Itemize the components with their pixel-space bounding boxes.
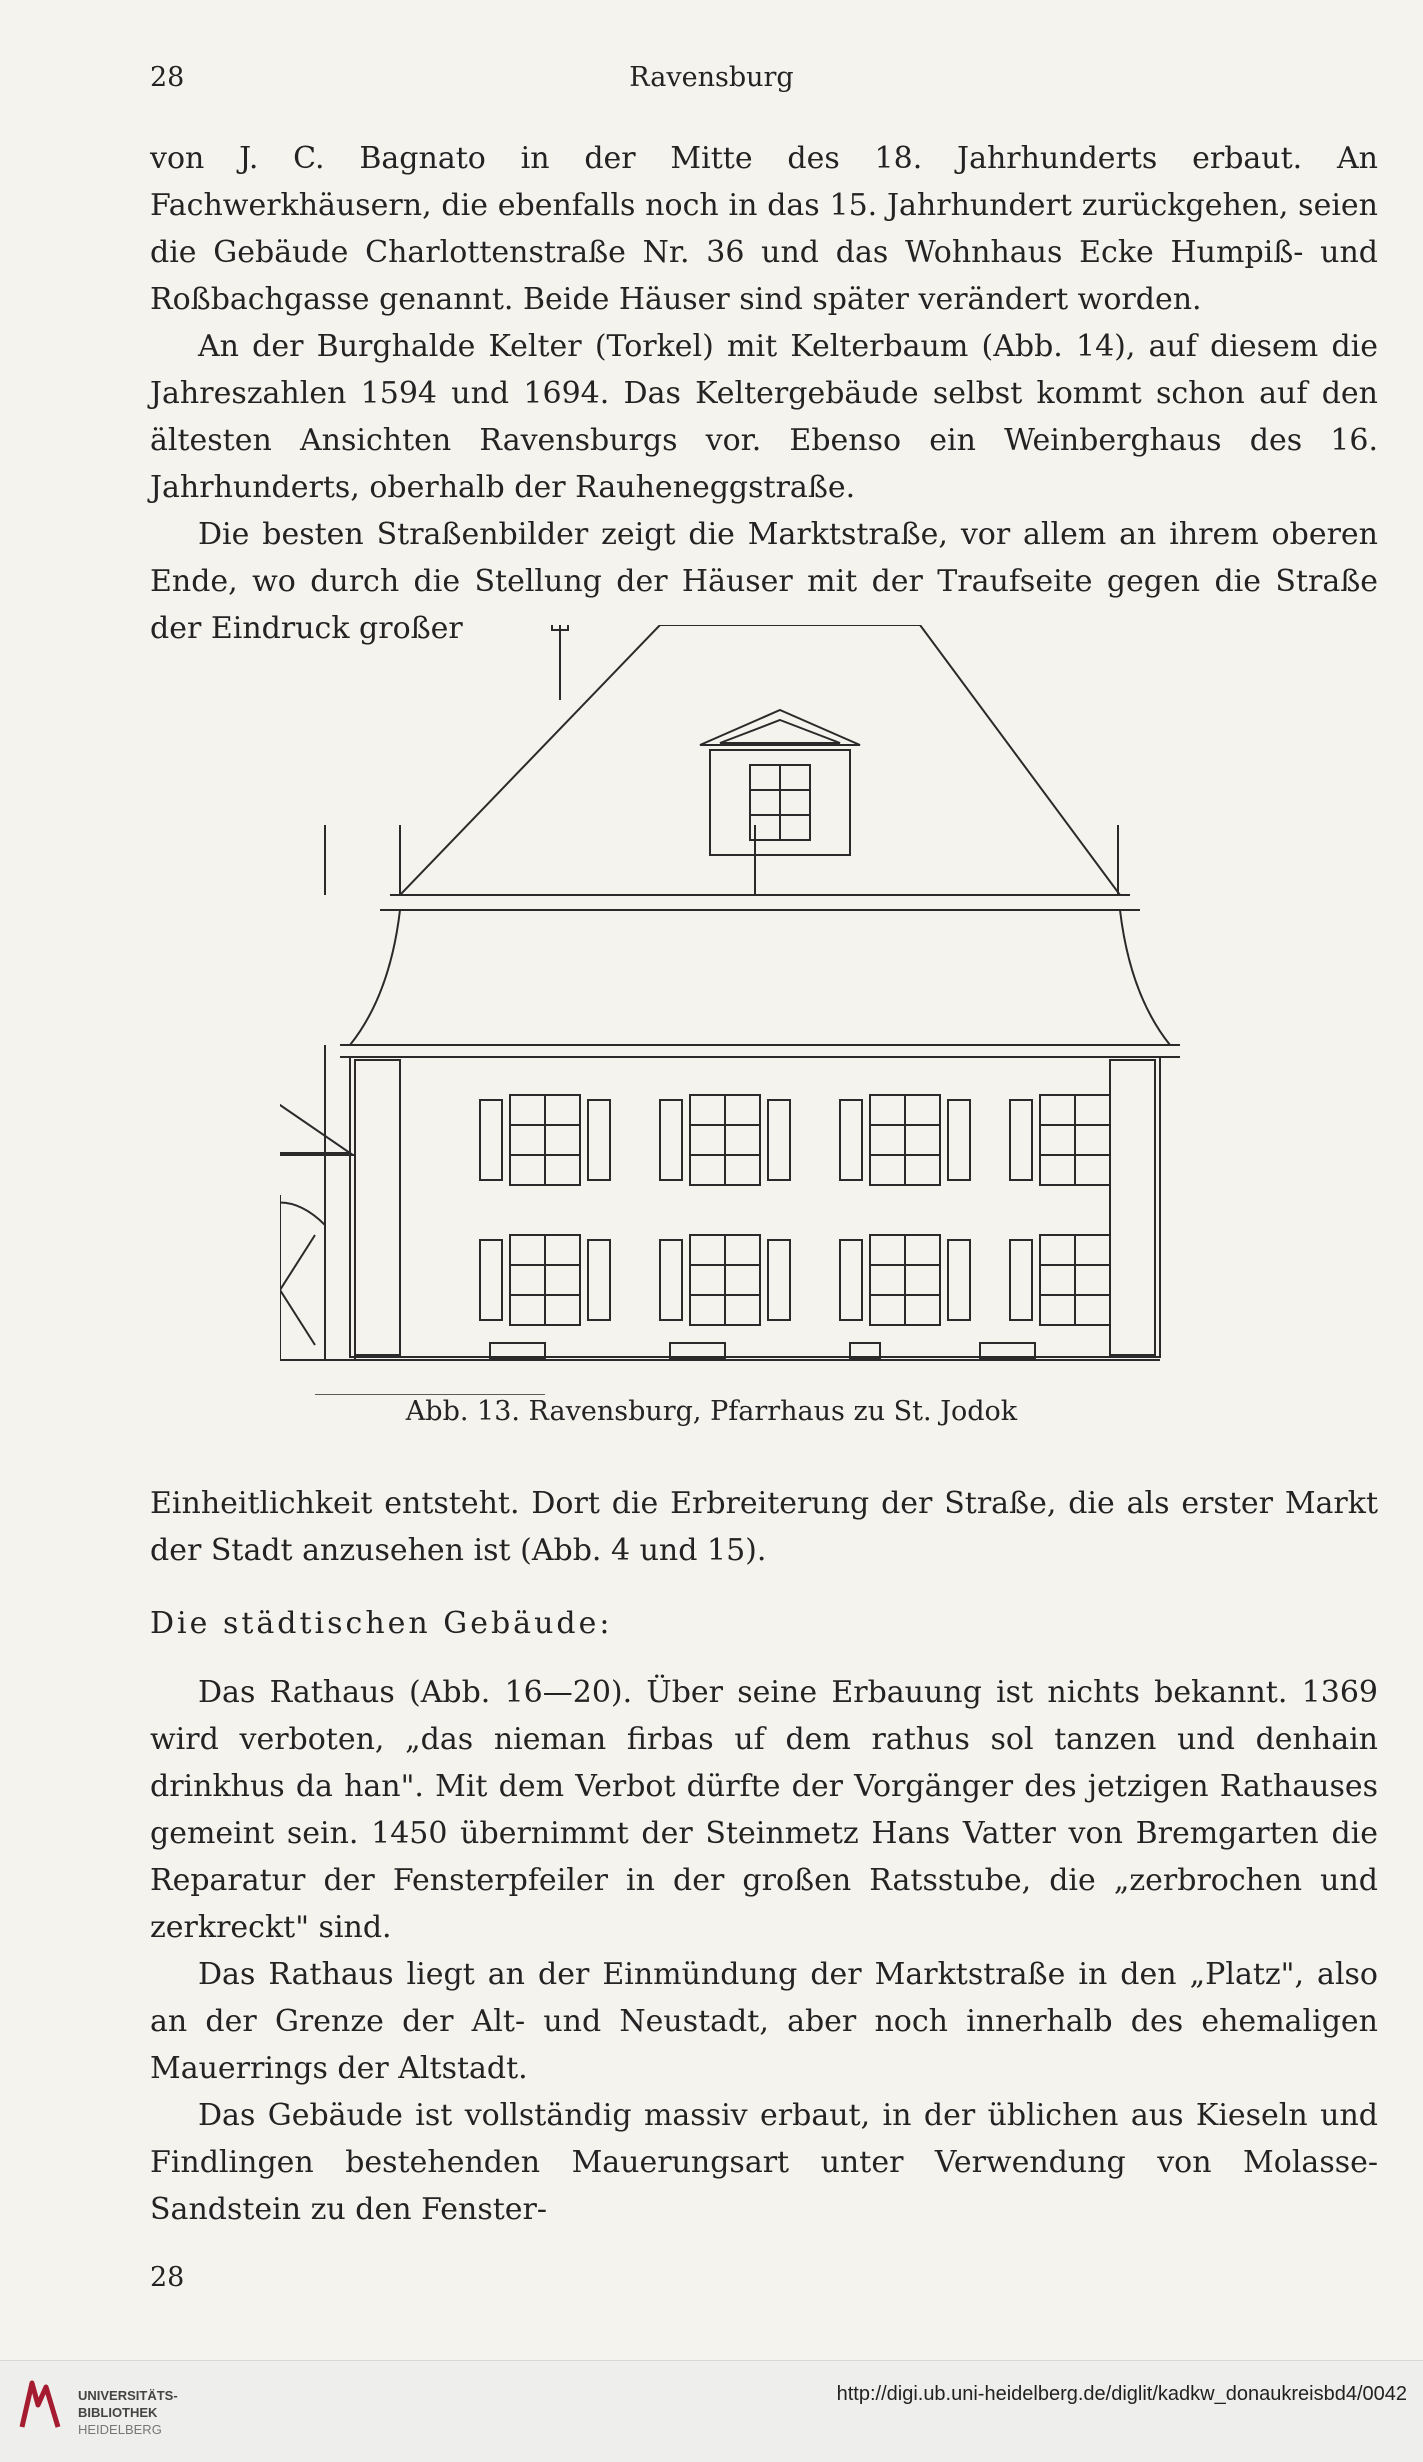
library-name-line: HEIDELBERG bbox=[78, 2422, 162, 2437]
header-page-number: 28 bbox=[150, 62, 185, 93]
library-name-line: BIBLIOTHEK bbox=[78, 2405, 158, 2420]
house-elevation-drawing bbox=[280, 625, 1200, 1395]
paragraph: Einheitlichkeit entsteht. Dort die Erbreiterung der Straße, die als erster Markt der Stadt anzusehen ist (Abb. 4 und 15). bbox=[150, 1486, 1378, 1568]
running-head bbox=[150, 62, 1273, 102]
library-logo bbox=[16, 2375, 336, 2455]
paragraph: Das Gebäude ist vollständig massiv erbaut, in der üblichen aus Kieseln und Findlingen bestehenden Mauerungsart unter Verwendung von Molasse-Sandstein zu den Fenster- bbox=[150, 2098, 1378, 2227]
library-footer-bar bbox=[0, 2360, 1423, 2462]
paragraph: An der Burghalde Kelter (Torkel) mit Kelterbaum (Abb. 14), auf diesem die Jahreszahlen 1594 und 1694. Das Keltergebäude selbst kommt schon auf den ältesten Ansichten Ravensburgs vor. Ebenso ein Weinberghaus des 16. Jahrhunderts, oberhalb der Rauheneggstraße. bbox=[150, 329, 1378, 505]
library-name bbox=[78, 2387, 178, 2438]
body-text-top bbox=[150, 135, 1378, 652]
paragraph: Das Rathaus liegt an der Einmündung der Marktstraße in den „Platz", also an der Grenze der Alt- und Neustadt, aber noch innerhalb des ehemaligen Mauerrings der Altstadt. bbox=[150, 1957, 1378, 2086]
body-text-bottom bbox=[150, 1480, 1378, 2233]
figure-caption: Abb. 13. Ravensburg, Pfarrhaus zu St. Jodok bbox=[405, 1396, 1018, 1427]
paragraph: Das Rathaus (Abb. 16—20). Über seine Erbauung ist nichts bekannt. 1369 wird verboten, „das nieman firbas uf dem rathus sol tanzen und denhain drinkhus da han". Mit dem Verbot dürfte der Vorgänger des jetzigen Rathauses gemeint sein. 1450 übernimmt der Steinmetz Hans Vatter von Bremgarten die Reparatur der Fensterpfeiler in der großen Ratsstube, die „zerbrochen und zerkreckt" sind. bbox=[150, 1675, 1378, 1945]
permalink-url[interactable]: http://digi.ub.uni-heidelberg.de/diglit/kadkw_donaukreisbd4/0042 bbox=[836, 2383, 1407, 2405]
library-seal-icon bbox=[16, 2375, 64, 2435]
section-heading: Die städtischen Gebäude: bbox=[150, 1606, 613, 1641]
footer-page-number: 28 bbox=[150, 2262, 185, 2293]
paragraph: von J. C. Bagnato in der Mitte des 18. Jahrhunderts erbaut. An Fachwerkhäusern, die ebenfalls noch in das 15. Jahrhundert zurückgehen, seien die Gebäude Charlottenstraße Nr. 36 und das Wohnhaus Ecke Humpiß- und Roßbachgasse genannt. Beide Häuser sind später verändert worden. bbox=[150, 141, 1378, 317]
library-name-line: UNIVERSITÄTS- bbox=[78, 2388, 178, 2403]
paragraph: Die besten Straßenbilder zeigt die Marktstraße, vor allem an ihrem oberen Ende, wo durch die Stellung der Häuser mit der Traufseite gegen die Straße der Eindruck großer bbox=[150, 517, 1378, 646]
running-title: Ravensburg bbox=[629, 62, 794, 93]
